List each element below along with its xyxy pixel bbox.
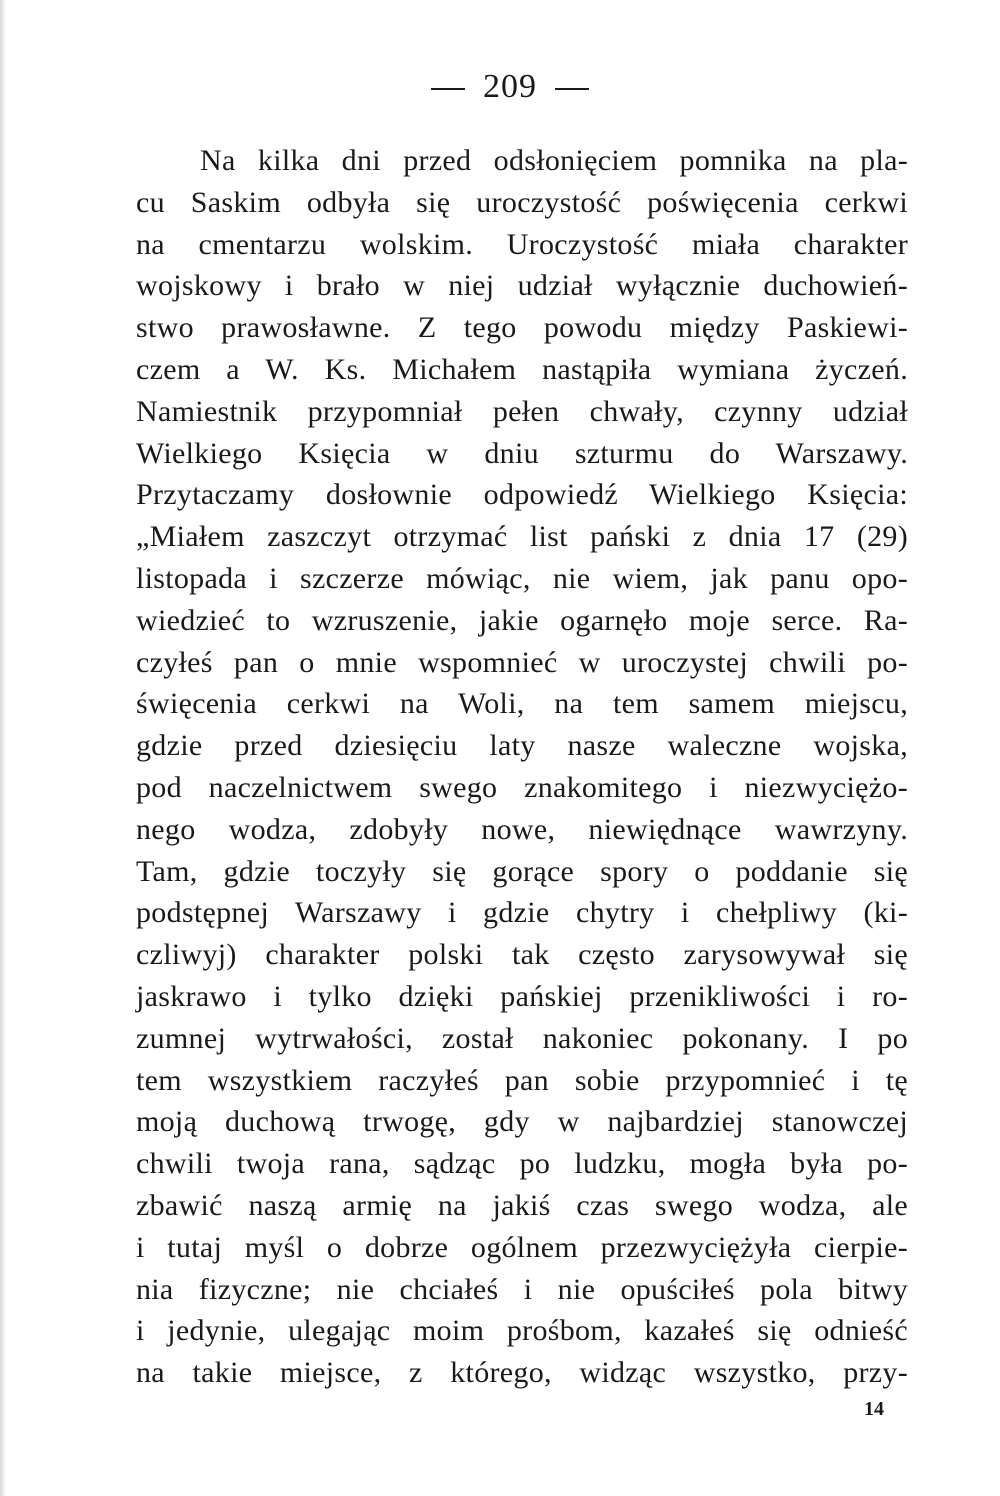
text-line: i tutaj myśl o dobrze ogólnem przezwyciężyła cierpie-: [136, 1230, 908, 1264]
text-line: pod naczelnictwem swego znakomitego i niezwyciężo-: [136, 770, 908, 804]
page-number-value: 209: [483, 68, 537, 105]
text-line: listopada i szczerze mówiąc, nie wiem, jak panu opo-: [136, 561, 908, 595]
text-line: tem wszystkiem raczyłeś pan sobie przypomnieć i tę: [136, 1063, 908, 1097]
text-line: jaskrawo i tylko dzięki pańskiej przenikliwości i ro-: [136, 979, 908, 1013]
text-line: nia fizyczne; nie chciałeś i nie opuściłeś pola bitwy: [136, 1272, 908, 1306]
text-line: „Miałem zaszczyt otrzymać list pański z dnia 17 (29): [136, 520, 908, 554]
text-line: Namiestnik przypomniał pełen chwały, czynny udział: [136, 394, 908, 428]
text-line: wiedzieć to wzruszenie, jakie ogarnęło moje serce. Ra-: [136, 603, 908, 637]
printer-signature-mark: 14: [864, 1398, 884, 1420]
text-line: Na kilka dni przed odsłonięciem pomnika na pla-: [200, 144, 908, 177]
text-line: Tam, gdzie toczyły się gorące spory o poddanie się: [136, 854, 908, 888]
page-edge: [0, 0, 6, 1496]
text-line: na cmentarzu wolskim. Uroczystość miała charakter: [136, 227, 908, 261]
text-line: chwili twoja rana, sądząc po ludzku, mogła była po-: [136, 1147, 908, 1181]
text-line: nego wodza, zdobyły nowe, niewiędnące wawrzyny.: [136, 812, 908, 846]
text-line: święcenia cerkwi na Woli, na tem samem miejscu,: [136, 687, 908, 721]
page-number: [0, 68, 1000, 106]
text-line: wojskowy i brało w niej udział wyłącznie duchowień-: [136, 269, 908, 303]
text-line: gdzie przed dziesięciu laty nasze waleczne wojska,: [136, 729, 908, 763]
text-line: Przytaczamy dosłownie odpowiedź Wielkiego Księcia:: [136, 478, 908, 512]
text-line: zumnej wytrwałości, został nakoniec pokonany. I po: [136, 1021, 908, 1055]
text-line: zbawić naszą armię na jakiś czas swego wodza, ale: [136, 1188, 908, 1222]
text-line: na takie miejsce, z którego, widząc wszystko, przy-: [136, 1356, 908, 1390]
text-line: Wielkiego Księcia w dniu szturmu do Warszawy.: [136, 436, 908, 470]
text-line: cu Saskim odbyła się uroczystość poświęcenia cerkwi: [136, 185, 908, 219]
body-text: [136, 140, 908, 1394]
page-number-dash-right: [555, 88, 589, 90]
page-number-dash-left: [431, 88, 465, 90]
text-line: czyłeś pan o mnie wspomnieć w uroczystej chwili po-: [136, 645, 908, 679]
text-line: podstępnej Warszawy i gdzie chytry i chełpliwy (ki-: [136, 896, 908, 930]
text-line: moją duchową trwogę, gdy w najbardziej stanowczej: [136, 1105, 908, 1139]
text-line: czem a W. Ks. Michałem nastąpiła wymiana życzeń.: [136, 352, 908, 386]
text-line: i jedynie, ulegając moim prośbom, kazałeś się odnieść: [136, 1314, 908, 1348]
text-line: stwo prawosławne. Z tego powodu między Paskiewi-: [136, 311, 908, 345]
text-line: czliwyj) charakter polski tak często zarysowywał się: [136, 938, 908, 972]
